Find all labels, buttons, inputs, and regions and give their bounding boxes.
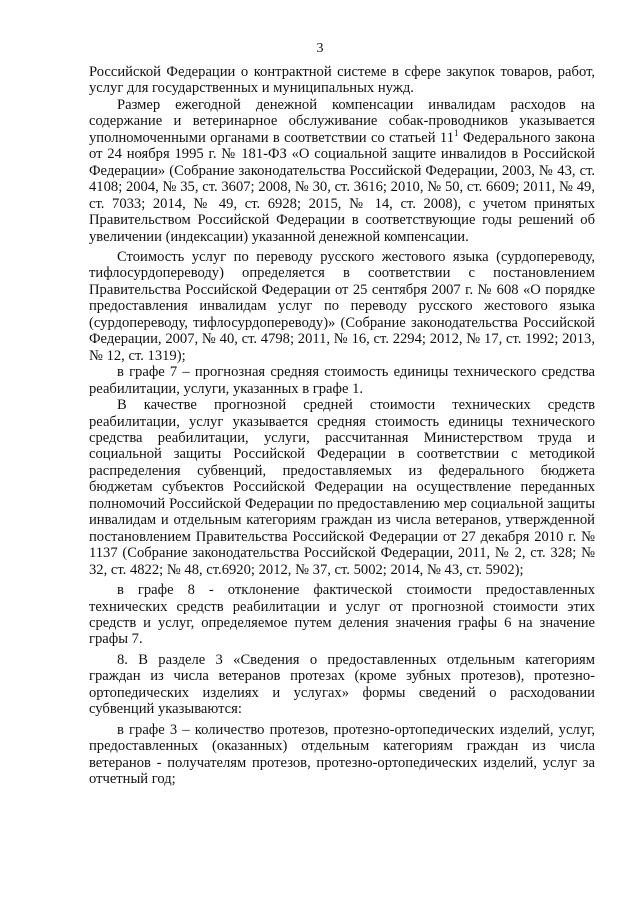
paragraph-sign-language-cost: Стоимость услуг по переводу русского жестового языка (сурдопереводу, тифлосурдопереводу) определяется в соответствии с постановлением Правительства Российской Федерации от 25 сентября 2007 г. № 608 «О порядке предоставления инвалидам услуг по переводу русского жестового языка (сурдопереводу, тифлосурдопереводу)» (Собрание законодательства Российской Федерации, 2007, № 40, ст. 4798; 2011, № 16, ст. 2294; 2012, № 17, ст. 1992; 2013, № 12, ст. 1319); [89,248,595,364]
paragraph-column-8: в графе 8 - отклонение фактической стоимости предоставленных технических средств реабилитации и услуг от прогнозной стоимости этих средств и услуг, определяемое путем деления значения графы 6 на значение графы 7. [89,582,595,648]
paragraph-section-3: 8. В разделе 3 «Сведения о предоставленных отдельным категориям граждан из числа ветеранов протезах (кроме зубных протезов), протезно-ортопедических изделиях и услугах» формы сведений о расходовании субвенций указываются: [89,651,595,718]
paragraph-column-3: в графе 3 – количество протезов, протезно-ортопедических изделий, услуг, предоставленных (оказанных) отдельным категориям граждан из числа ветеранов - получателям протезов, протезно-ортопедических изделий, услуг за отчетный год; [89,721,595,788]
paragraph-procurement-law: Российской Федерации о контрактной системе в сфере закупок товаров, работ, услуг для государственных и муниципальных нужд. [89,64,595,97]
guide-dog-text-end: Федерального закона от 24 ноября 1995 г. № 181-ФЗ «О социальной защите инвалидов в Российской Федерации» (Собрание законодательства Российской Федерации, 2003, № 43, ст. 4108; 2004, № 35, ст. 3607; 2008, № 30, ст. 3616; 2010, № 50, ст. 6609; 2011, № 49, ст. 7033; 2014, № 49, ст. 6928; 2015, № 14, ст. 2008), с учетом принятых Правительством Российской Федерации в соответствующие годы решений об увеличении (индексации) указанной денежной компенсации. [89,129,595,245]
article-superscript: 1 [454,127,459,138]
document-body [89,64,595,787]
paragraph-forecast-average-cost: В качестве прогнозной средней стоимости технических средств реабилитации, услуг указывается средняя стоимость единицы технического средства реабилитации, услуги, рассчитанная Министерством труда и социальной защиты Российской Федерации в соответствии с методикой распределения субвенций, предоставляемых из федерального бюджета бюджетам субъектов Российской Федерации на осуществление переданных полномочий Российской Федерации по предоставлению мер социальной защиты инвалидам и отдельным категориям граждан из числа ветеранов, утвержденной постановлением Правительства Российской Федерации от 27 декабря 2010 г. № 1137 (Собрание законодательства Российской Федерации, 2011, № 2, ст. 328; № 32, ст. 4822; № 48, ст.6920; 2012, № 37, ст. 5002; 2014, № 43, ст. 5902); [89,397,595,578]
guide-dog-text-start: Размер ежегодной денежной компенсации инвалидам расходов на содержание и ветеринарное обслуживание собак-проводников указывается уполномоченными органами в соответствии со статьей 11 [89,96,595,146]
paragraph-guide-dog-compensation [89,97,595,245]
paragraph-column-7: в графе 7 – прогнозная средняя стоимость единицы технического средства реабилитации, услуги, указанных в графе 1. [89,364,595,397]
page-number: 3 [316,41,324,56]
